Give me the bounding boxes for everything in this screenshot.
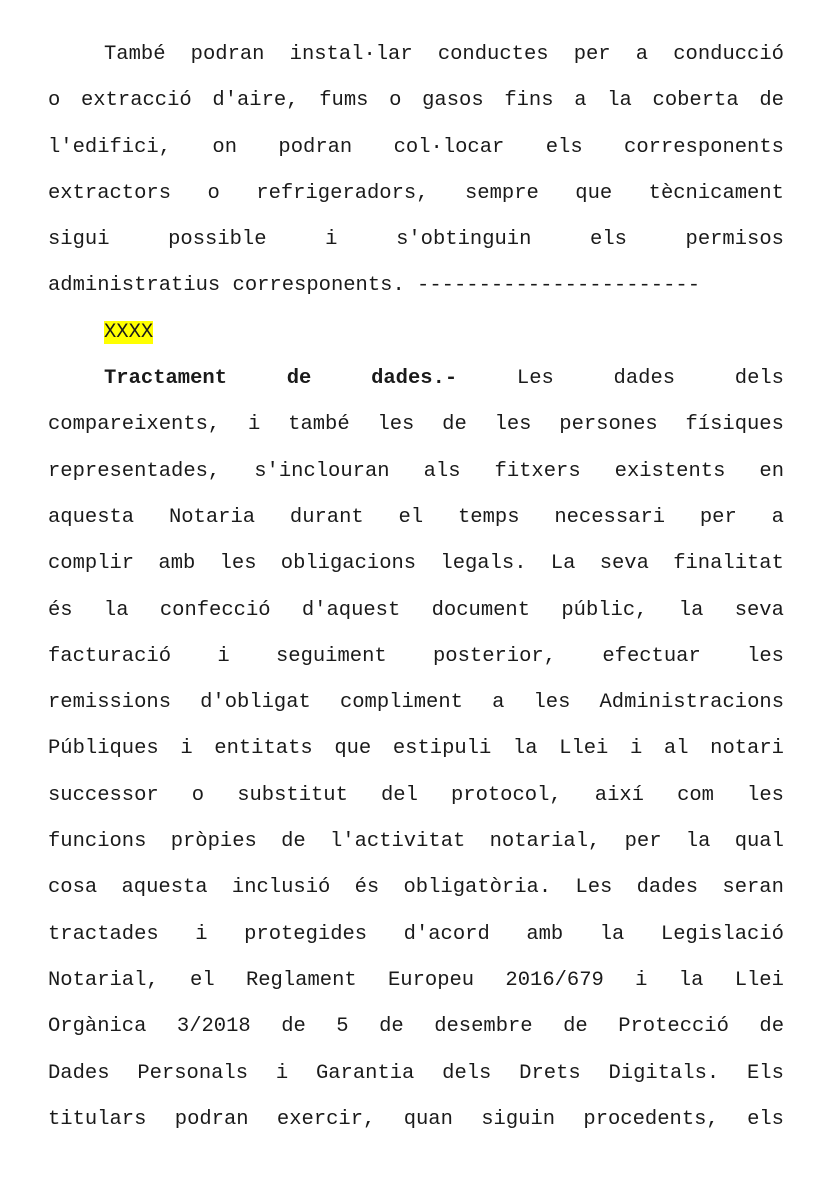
paragraph-installations [48, 32, 784, 310]
word: Les [516, 367, 554, 391]
word: seguiment [275, 644, 387, 668]
word: successor [48, 783, 159, 807]
word: substitut [237, 783, 348, 807]
word: legals. [440, 552, 527, 576]
word: els [545, 135, 583, 159]
word: complir [48, 552, 135, 576]
word: dels [734, 367, 784, 391]
word: La [550, 552, 576, 576]
document-page [48, 32, 784, 1143]
word: facturació [48, 644, 172, 668]
word: en [759, 459, 784, 483]
word: refrigeradors, [256, 181, 429, 205]
word: els [590, 228, 627, 252]
paragraph-line [48, 217, 784, 263]
word: de [379, 1015, 404, 1039]
word: de [759, 1015, 784, 1039]
word: és [48, 598, 73, 622]
word: podran [190, 43, 265, 66]
word: Dades [48, 1061, 110, 1085]
word: coberta [652, 89, 739, 113]
word: protegides [244, 922, 368, 946]
word: i [325, 228, 338, 252]
word: s'obtinguin [396, 228, 532, 252]
word: quan [403, 1107, 453, 1131]
word: possible [168, 228, 267, 252]
paragraph-line [48, 588, 784, 634]
word: Llei [734, 968, 784, 992]
word: inclusió [231, 876, 331, 900]
paragraph-line [48, 78, 784, 124]
word: estipuli [392, 737, 492, 761]
word: la [599, 922, 625, 946]
word: de [563, 1015, 588, 1039]
word: podran [278, 135, 353, 159]
word: 5 [336, 1015, 349, 1039]
word: el [398, 505, 424, 529]
word: i [217, 644, 230, 668]
word: durant [289, 505, 364, 529]
paragraph-line [48, 1004, 784, 1050]
paragraph-data-treatment [48, 356, 784, 1143]
word: Públiques [48, 737, 159, 761]
word: obligatòria. [403, 876, 552, 900]
paragraph-line [48, 958, 784, 1004]
word: d'aquest [301, 598, 401, 622]
word: Els [747, 1061, 784, 1085]
paragraph-line [48, 125, 784, 171]
paragraph-line [48, 1097, 784, 1143]
word: dels [442, 1061, 492, 1085]
word: per [573, 43, 611, 66]
word: a [635, 43, 649, 66]
word: confecció [159, 598, 271, 622]
word: les [219, 552, 257, 576]
word: necessari [554, 505, 666, 529]
word: d'aire, [212, 89, 299, 113]
word: Personals [137, 1061, 249, 1085]
paragraph-line: administratius corresponents. ----------------------- [48, 274, 701, 298]
word: Orgànica [48, 1015, 147, 1039]
word: també [288, 413, 350, 437]
word: i [275, 1061, 289, 1085]
word: o [207, 181, 220, 205]
word: gasos [422, 89, 484, 113]
paragraph-line [48, 449, 784, 495]
paragraph-line [48, 819, 784, 865]
word: i [195, 922, 208, 946]
word: representades, [48, 459, 221, 483]
paragraph-line [48, 1051, 784, 1097]
word: Drets [519, 1061, 581, 1085]
word: o [191, 783, 205, 807]
word: Digitals. [608, 1061, 720, 1085]
paragraph-line [48, 773, 784, 819]
word: així [594, 783, 644, 807]
word: al [663, 737, 689, 761]
word: obligacions [280, 552, 417, 576]
word: aquesta [121, 876, 208, 900]
word: Notaria [168, 505, 256, 529]
word: pròpies [170, 830, 257, 854]
word: d'acord [403, 922, 490, 946]
word: i [629, 737, 643, 761]
word: col·locar [393, 135, 505, 159]
paragraph-line [48, 865, 784, 911]
paragraph-line-heading [48, 356, 784, 402]
word: sigui [48, 228, 110, 252]
word: de [759, 89, 784, 113]
heading-word: de [286, 367, 312, 391]
word: aquesta [48, 505, 135, 529]
word: la [678, 968, 704, 992]
word: seva [599, 552, 649, 576]
word: extractors [48, 181, 172, 205]
word: fins [504, 89, 554, 113]
word: corresponents [624, 135, 784, 159]
word: als [423, 459, 461, 483]
word: la [103, 598, 129, 622]
word: on [212, 135, 238, 159]
heading-word: Tractament [104, 367, 228, 391]
word: i [635, 968, 648, 992]
word: Administracions [599, 691, 784, 715]
placeholder-line [48, 310, 784, 356]
word: s'inclouran [254, 459, 390, 483]
word: Les [575, 876, 613, 900]
word: seva [734, 598, 784, 622]
word: sempre [464, 181, 539, 205]
word: com [677, 783, 714, 807]
word: compareixents, [48, 413, 221, 437]
word: dades [613, 367, 676, 391]
word: Garantia [315, 1061, 415, 1085]
word: finalitat [673, 552, 784, 576]
word: protocol, [450, 783, 562, 807]
word: i [248, 413, 261, 437]
word: permisos [685, 228, 784, 252]
highlighted-placeholder: XXXX [104, 320, 154, 344]
word: qual [734, 830, 784, 854]
paragraph-line [48, 680, 784, 726]
word: d'obligat [200, 691, 311, 715]
word: fums [319, 89, 369, 113]
word: amb [526, 922, 564, 946]
word: a [492, 691, 505, 715]
word: funcions [48, 830, 147, 854]
word: remissions [48, 691, 172, 715]
word: la [607, 89, 632, 113]
word: També [104, 43, 166, 66]
word: dades [636, 876, 699, 900]
word: procedents, [583, 1107, 719, 1131]
paragraph-line [48, 912, 784, 958]
word: l'edifici, [48, 135, 172, 159]
word: compliment [339, 691, 463, 715]
paragraph-line [48, 171, 784, 217]
word: extracció [81, 89, 192, 113]
word: persones [559, 413, 658, 437]
word: els [747, 1107, 784, 1131]
word: de [281, 1015, 306, 1039]
word: Notarial, [48, 968, 159, 992]
word: que [575, 181, 613, 205]
word: l'activitat [330, 830, 466, 854]
word: les [747, 783, 784, 807]
word: i [180, 737, 193, 761]
word: seran [722, 876, 784, 900]
word: posterior, [433, 644, 557, 668]
word: fitxers [494, 459, 581, 483]
word: notari [710, 737, 784, 761]
paragraph-line [48, 402, 784, 448]
word: del [380, 783, 418, 807]
word: Europeu [387, 968, 475, 992]
word: les [533, 691, 571, 715]
word: que [334, 737, 372, 761]
word: amb [158, 552, 196, 576]
word: la [512, 737, 538, 761]
word: a [771, 505, 784, 529]
word: les [747, 644, 784, 668]
word: efectuar [602, 644, 701, 668]
word: a [574, 89, 587, 113]
word: per [624, 830, 662, 854]
word: la [678, 598, 704, 622]
word: Legislació [660, 922, 784, 946]
paragraph-line [48, 541, 784, 587]
word: titulars [48, 1107, 147, 1131]
word: conductes [437, 43, 549, 66]
word: les [494, 413, 532, 437]
paragraph-line [48, 32, 784, 78]
word: existents [614, 459, 726, 483]
word: siguin [481, 1107, 556, 1131]
heading-word: dades.- [371, 367, 458, 391]
word: la [685, 830, 711, 854]
paragraph-line [48, 495, 784, 541]
word: tècnicament [648, 181, 784, 205]
word: el [190, 968, 215, 992]
word: conducció [673, 43, 784, 66]
word: físiques [685, 413, 784, 437]
word: de [281, 830, 306, 854]
word: o [48, 89, 61, 113]
word: 3/2018 [176, 1015, 251, 1039]
word: Reglament [245, 968, 357, 992]
word: Llei [559, 737, 609, 761]
word: document [431, 598, 531, 622]
word: exercir, [276, 1107, 376, 1131]
word: desembre [434, 1015, 533, 1039]
word: tractades [48, 922, 159, 946]
paragraph-line [48, 634, 784, 680]
word: les [377, 413, 415, 437]
word: Protecció [618, 1015, 729, 1039]
word: 2016/679 [505, 968, 604, 992]
word: o [389, 89, 402, 113]
paragraph-line [48, 726, 784, 772]
word: podran [174, 1107, 249, 1131]
word: cosa [48, 876, 98, 900]
word: entitats [214, 737, 313, 761]
word: és [354, 876, 380, 900]
word: de [442, 413, 467, 437]
word: notarial, [489, 830, 601, 854]
word: públic, [561, 598, 648, 622]
word: instal·lar [289, 43, 413, 66]
word: per [699, 505, 737, 529]
word: temps [457, 505, 520, 529]
